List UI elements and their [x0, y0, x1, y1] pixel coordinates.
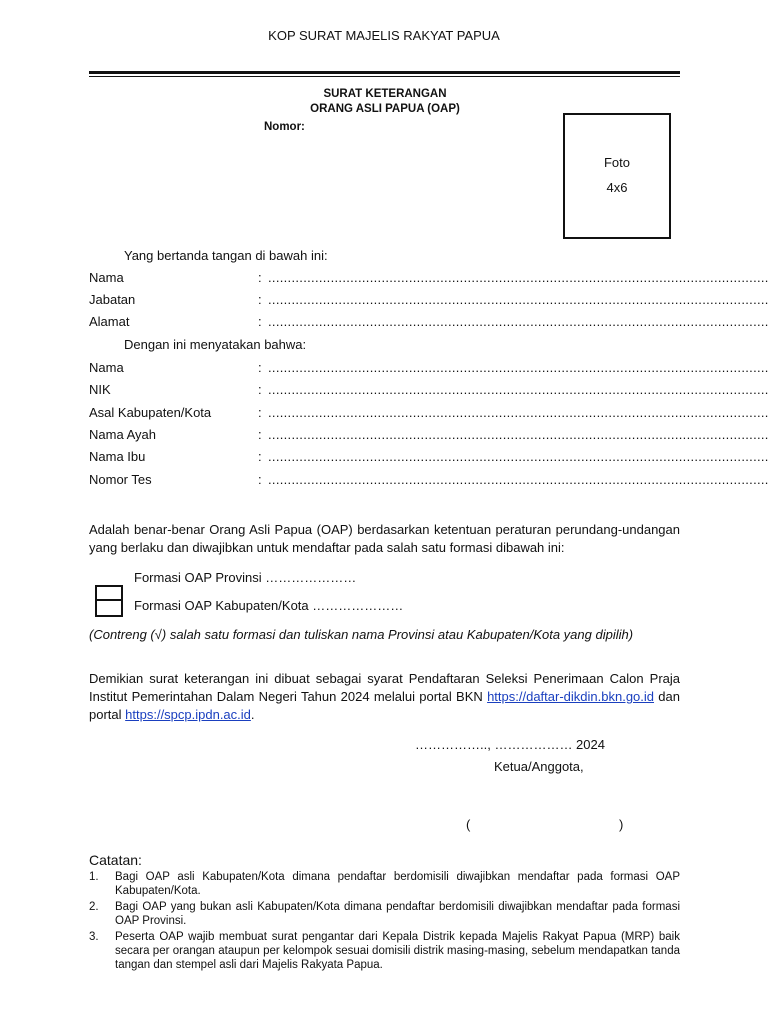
signer-address-field[interactable]: ................................................................................................................................ [268, 314, 769, 329]
subject-intro: Dengan ini menyatakan bahwa: [124, 337, 307, 352]
bkn-portal-link[interactable]: https://daftar-dikdin.bkn.go.id [487, 689, 655, 704]
subject-testno-colon: : [258, 472, 262, 487]
subject-origin-field[interactable]: ................................................................................................................................ [268, 405, 769, 420]
spcp-portal-link[interactable]: https://spcp.ipdn.ac.id [125, 707, 251, 722]
doc-subtitle: ORANG ASLI PAPUA (OAP) [310, 103, 460, 115]
formation-checkbox[interactable] [95, 585, 123, 617]
signer-role: Ketua/Anggota, [494, 759, 584, 774]
signer-name-colon: : [258, 270, 262, 285]
note-number: 3. [89, 931, 99, 943]
option-kabupaten: Formasi OAP Kabupaten/Kota ………………… [134, 598, 404, 613]
notes-title: Catatan: [89, 852, 142, 868]
doc-title: SURAT KETERANGAN [323, 88, 447, 100]
signer-name-label: Nama [89, 270, 124, 285]
note-item [89, 870, 680, 898]
subject-father-label: Nama Ayah [89, 427, 156, 442]
note-text: Bagi OAP yang bukan asli Kabupaten/Kota dimana pendaftar berdomisili diwajibkan mendaftar pada formasi OAP Provinsi. [115, 901, 680, 927]
subject-mother-label: Nama Ibu [89, 449, 146, 464]
subject-origin-label: Asal Kabupaten/Kota [89, 405, 212, 420]
subject-nik-field[interactable]: ................................................................................................................................ [268, 382, 769, 397]
signer-position-label: Jabatan [89, 292, 136, 307]
subject-father-colon: : [258, 427, 262, 442]
place-date: …………….., ……………… 2024 [415, 737, 605, 752]
signer-position-colon: : [258, 292, 262, 307]
doc-number-label: Nomor: [264, 121, 305, 133]
subject-name-label: Nama [89, 360, 124, 375]
closing-text: Demikian surat keterangan ini dibuat sebagai syarat Pendaftaran Seleksi Penerimaan Calon Praja Institut Pemerintahan Dalam Negeri Tahun 2024 melalui portal BKN [89, 671, 680, 704]
subject-testno-field[interactable]: ................................................................................................................................ [268, 472, 769, 487]
note-number: 2. [89, 901, 99, 913]
signer-name-field[interactable]: ................................................................................................................................ [268, 270, 769, 285]
note-text: Bagi OAP asli Kabupaten/Kota dimana pendaftar berdomisili diwajibkan mendaftar pada formasi OAP Kabupaten/Kota. [115, 871, 680, 897]
header-rule-thick [89, 71, 680, 74]
notes-list [89, 870, 680, 972]
note-text: Peserta OAP wajib membuat surat pengantar dari Kepala Distrik kepada Majelis Rakyat Papua (MRP) baik secara per orangan ataupun per kelompok sesuai domisili distrik masing-masing, sebelum mendapatkan tanda tangan dan stempel asli dari Majelis Rakyata Papua. [115, 931, 680, 971]
signer-position-field[interactable]: ................................................................................................................................ [268, 292, 769, 307]
closing-mid: dan portal [89, 689, 680, 722]
signature-paren-close: ) [619, 817, 624, 832]
note-item [89, 900, 680, 928]
subject-mother-colon: : [258, 449, 262, 464]
subject-nik-label: NIK [89, 382, 111, 397]
subject-origin-colon: : [258, 405, 262, 420]
subject-father-field[interactable]: ................................................................................................................................ [268, 427, 769, 442]
signer-address-colon: : [258, 314, 262, 329]
checkbox-instruction: (Contreng (√) salah satu formasi dan tuliskan nama Provinsi atau Kabupaten/Kota yang dipilih) [89, 627, 634, 642]
subject-name-field[interactable]: ................................................................................................................................ [268, 360, 769, 375]
subject-testno-label: Nomor Tes [89, 472, 152, 487]
subject-nik-colon: : [258, 382, 262, 397]
signer-address-label: Alamat [89, 314, 130, 329]
signer-intro: Yang bertanda tangan di bawah ini: [124, 248, 328, 263]
checkbox-divider [95, 599, 123, 601]
subject-name-colon: : [258, 360, 262, 375]
note-number: 1. [89, 871, 99, 883]
statement-paragraph: Adalah benar-benar Orang Asli Papua (OAP) berdasarkan ketentuan peraturan perundang-undangan yang berlaku dan diwajibkan untuk mendaftar pada salah satu formasi dibawah ini: [89, 522, 680, 555]
letterhead: KOP SURAT MAJELIS RAKYAT PAPUA [268, 28, 500, 43]
subject-mother-field[interactable]: ................................................................................................................................ [268, 449, 769, 464]
note-item [89, 930, 680, 972]
option-provinsi: Formasi OAP Provinsi ………………… [134, 570, 357, 585]
photo-size: 4x6 [606, 180, 628, 195]
photo-box [563, 113, 671, 239]
photo-label: Foto [603, 155, 630, 170]
closing-end: . [250, 707, 255, 722]
header-rule-thin [89, 76, 680, 77]
signature-paren-open: ( [466, 817, 471, 832]
closing-paragraph [89, 670, 680, 724]
